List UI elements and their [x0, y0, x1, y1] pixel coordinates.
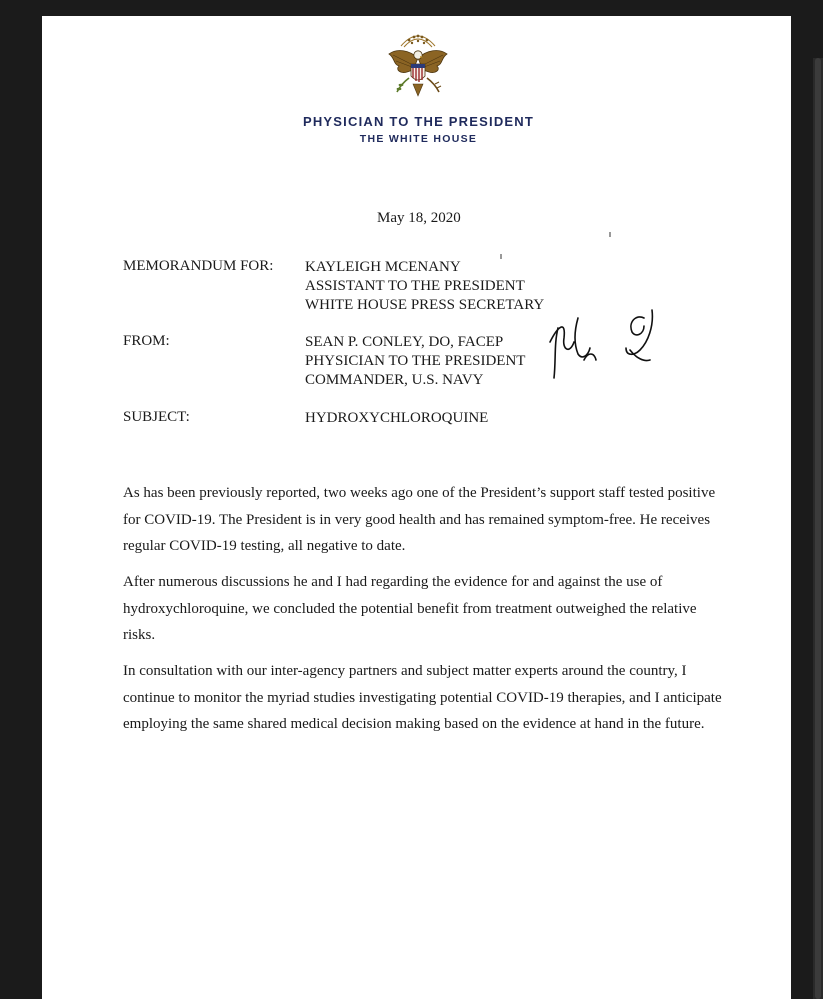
body-paragraph: After numerous discussions he and I had regarding the evidence for and against the use of hydroxychloroquine, we concluded the potential benefit from treatment outweighed the relative risks. — [123, 574, 697, 643]
from-line: SEAN P. CONLEY, DO, FACEP — [305, 334, 504, 350]
body-paragraph: As has been previously reported, two weeks ago one of the President’s support staff tested positive for COVID-19. The President is in very good health and has remained symptom-free. He receives regular COVID-19 testing, all negative to date. — [123, 485, 716, 554]
to-line: KAYLEIGH MCENANY — [305, 259, 461, 275]
memo-page — [42, 16, 791, 999]
to-line: ASSISTANT TO THE PRESIDENT — [305, 278, 525, 294]
from-line: PHYSICIAN TO THE PRESIDENT — [305, 353, 526, 369]
to-line: WHITE HOUSE PRESS SECRETARY — [305, 297, 545, 313]
scan-speck — [500, 254, 502, 259]
from-sender — [305, 333, 525, 390]
letterhead-office: PHYSICIAN TO THE PRESIDENT — [302, 114, 535, 129]
letterhead-building: THE WHITE HOUSE — [359, 133, 478, 145]
vertical-scrollbar[interactable] — [813, 58, 823, 999]
scrollbar-thumb[interactable] — [815, 58, 821, 999]
subject-label: SUBJECT: — [123, 409, 190, 425]
from-line: COMMANDER, U.S. NAVY — [305, 372, 484, 388]
to-label: MEMORANDUM FOR: — [123, 258, 274, 274]
to-recipient — [305, 258, 544, 315]
body-paragraph: In consultation with our inter-agency partners and subject matter experts around the country, I continue to monitor the myriad studies investigating potential COVID-19 therapies, and I anticipate employing the same shared medical decision making based on the evidence at hand in the future. — [123, 663, 722, 732]
subject-value: HYDROXYCHLOROQUINE — [305, 410, 489, 426]
scan-speck — [609, 232, 611, 237]
memo-date: May 18, 2020 — [377, 210, 461, 226]
presidential-eagle-seal-icon — [385, 28, 451, 102]
from-label: FROM: — [123, 333, 170, 349]
handwritten-signature-icon — [544, 298, 664, 382]
